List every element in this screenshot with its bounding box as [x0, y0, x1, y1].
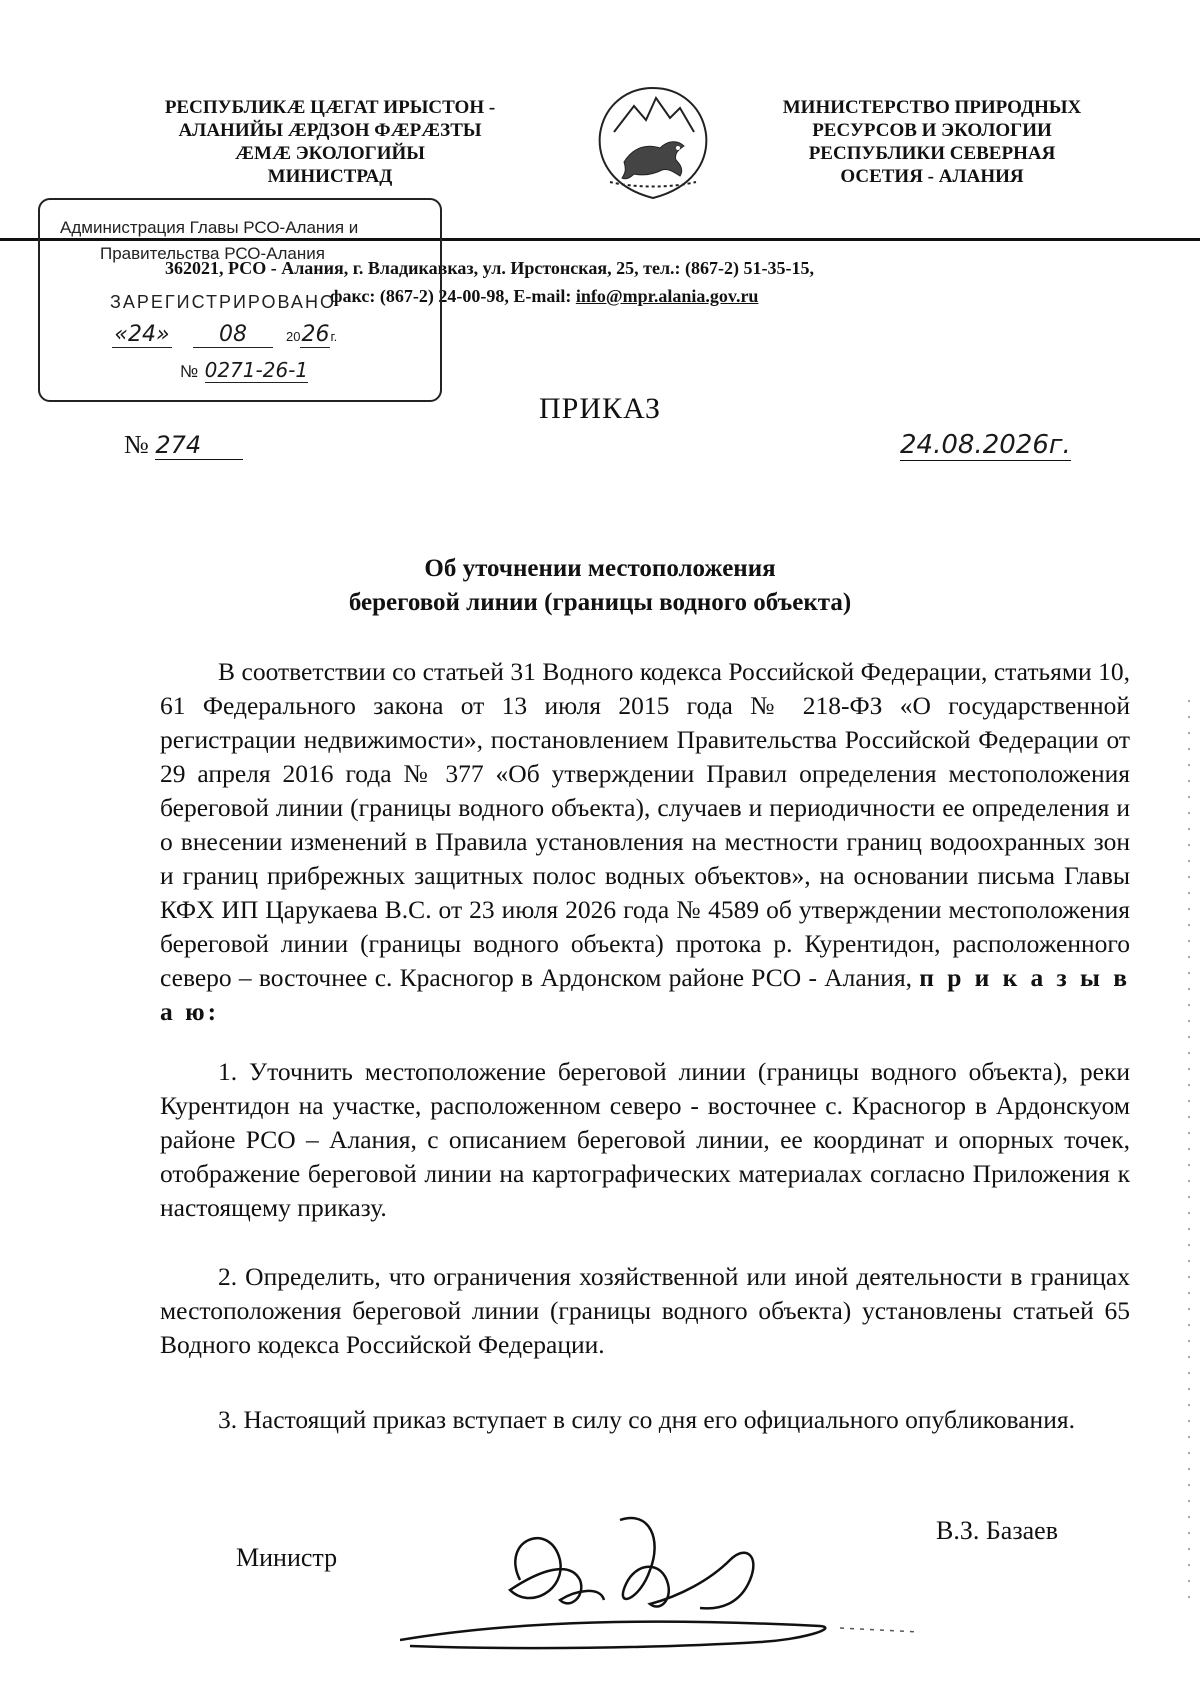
stamp-date: [112, 322, 337, 348]
stamp-number-value: 0271-26-1: [204, 358, 309, 382]
stamp-org-line: Правительства РСО-Алания: [100, 244, 325, 263]
order-number-label: №: [124, 430, 149, 459]
order-date: 24.08.2026г.: [900, 430, 1071, 460]
preamble-paragraph: [160, 655, 1130, 1029]
subject-line: Об уточнении местоположения: [424, 555, 776, 582]
order-item-3: [160, 1403, 1130, 1437]
header-left-line: ÆМÆ ЭКОЛОГИЙЫ: [235, 143, 425, 164]
order-directive: п р и к а з ы в а ю:: [160, 963, 1130, 1026]
header-right-line: ОСЕТИЯ - АЛАНИЯ: [840, 166, 1024, 187]
stamp-year-end: г.: [330, 329, 338, 344]
order-item-2: [160, 1260, 1130, 1362]
header-right-line: РЕСПУБЛИКИ СЕВЕРНАЯ: [808, 143, 1056, 164]
order-number-value: 274: [155, 431, 243, 460]
stamp-number-label: №: [180, 362, 199, 381]
header-right-line: РЕСУРСОВ И ЭКОЛОГИИ: [812, 120, 1052, 141]
signatory-name: В.З. Базаев: [936, 1516, 1058, 1545]
header-left-line: МИНИСТРАД: [267, 166, 393, 187]
stamp-month: 08: [193, 322, 273, 348]
handwritten-signature: [400, 1500, 960, 1660]
stamp-registered-label: ЗАРЕГИСТРИРОВАНО: [110, 292, 336, 312]
subject-line: береговой линии (границы водного объекта): [348, 589, 852, 616]
header-left-line: АЛАНИЙЫ ÆРДЗОН ФÆРÆЗТЫ: [178, 120, 482, 141]
preamble-text: В соответствии со статьей 31 Водного кодекса Российской Федерации, статьями 10, 61 Федерального закона от 13 июля 2015 года № 218-ФЗ «О государственной регистрации недвижимости», постановлением Правительства Российской Федерации от 29 апреля 2016 года № 377 «Об утверждении Правил определения местоположения береговой линии (границы водного объекта), случаев и периодичности ее определения и о внесении изменений в Правила установления на местности границ водоохранных зон и границ прибрежных защитных полос водных объектов», на основании письма Главы КФХ ИП Царукаева В.С. от 23 июля 2026 года № 4589 об утверждении местоположения береговой линии (границы водного объекта) протока р. Курентидон, расположенного северо – восточнее с. Красногор в Ардонском районе РСО - Алания,: [160, 657, 1130, 992]
header-right-line: МИНИСТЕРСТВО ПРИРОДНЫХ: [782, 97, 1082, 118]
stamp-org-line: Администрация Главы РСО-Алания и: [60, 218, 359, 237]
order-item-text: 3. Настоящий приказ вступает в силу со дня его официального опубликования.: [218, 1405, 1075, 1434]
scan-margin-marks: [1186, 700, 1192, 1600]
stamp-day: «24»: [112, 322, 172, 348]
stamp-number: [180, 358, 308, 382]
stamp-year-prefix: 20: [286, 329, 301, 344]
address-line: 362021, РСО - Алания, г. Владикавказ, ул. Ирстонская, 25, тел.: (867-2) 51-35-15,: [165, 258, 815, 278]
order-number: [124, 430, 243, 460]
header-left-line: РЕСПУБЛИКÆ ЦÆГАТ ИРЫСТОН -: [164, 97, 496, 118]
signatory-role: Министр: [236, 1543, 338, 1572]
order-item-text: 1. Уточнить местоположение береговой линии (границы водного объекта), реки Курентидон на участке, расположенном северо - восточнее с. Красногор в Ардонскуом районе РСО – Алания, с описанием береговой линии, ее координат и опорных точек, отображение береговой линии на картографических материалах согласно Приложения к настоящему приказу.: [160, 1057, 1130, 1222]
order-item-text: 2. Определить, что ограничения хозяйственной или иной деятельности в границах местоположения береговой линии (границы водного объекта) установлены статьей 65 Водного кодекса Российской Федерации.: [160, 1262, 1130, 1359]
email-link[interactable]: info@mpr.alania.gov.ru: [575, 286, 759, 306]
document-title: ПРИКАЗ: [539, 392, 661, 425]
stamp-year-suffix: 26: [301, 322, 330, 347]
coat-of-arms-snow-leopard-icon: [594, 84, 712, 202]
registration-stamp: [38, 198, 442, 402]
order-item-1: [160, 1055, 1130, 1225]
document-subject: [0, 552, 1200, 620]
fax-text: факс: (867-2) 24-00-98, E-mail:: [330, 286, 576, 306]
header-left-ossetian: [110, 96, 550, 188]
header-right-russian: [752, 96, 1112, 188]
